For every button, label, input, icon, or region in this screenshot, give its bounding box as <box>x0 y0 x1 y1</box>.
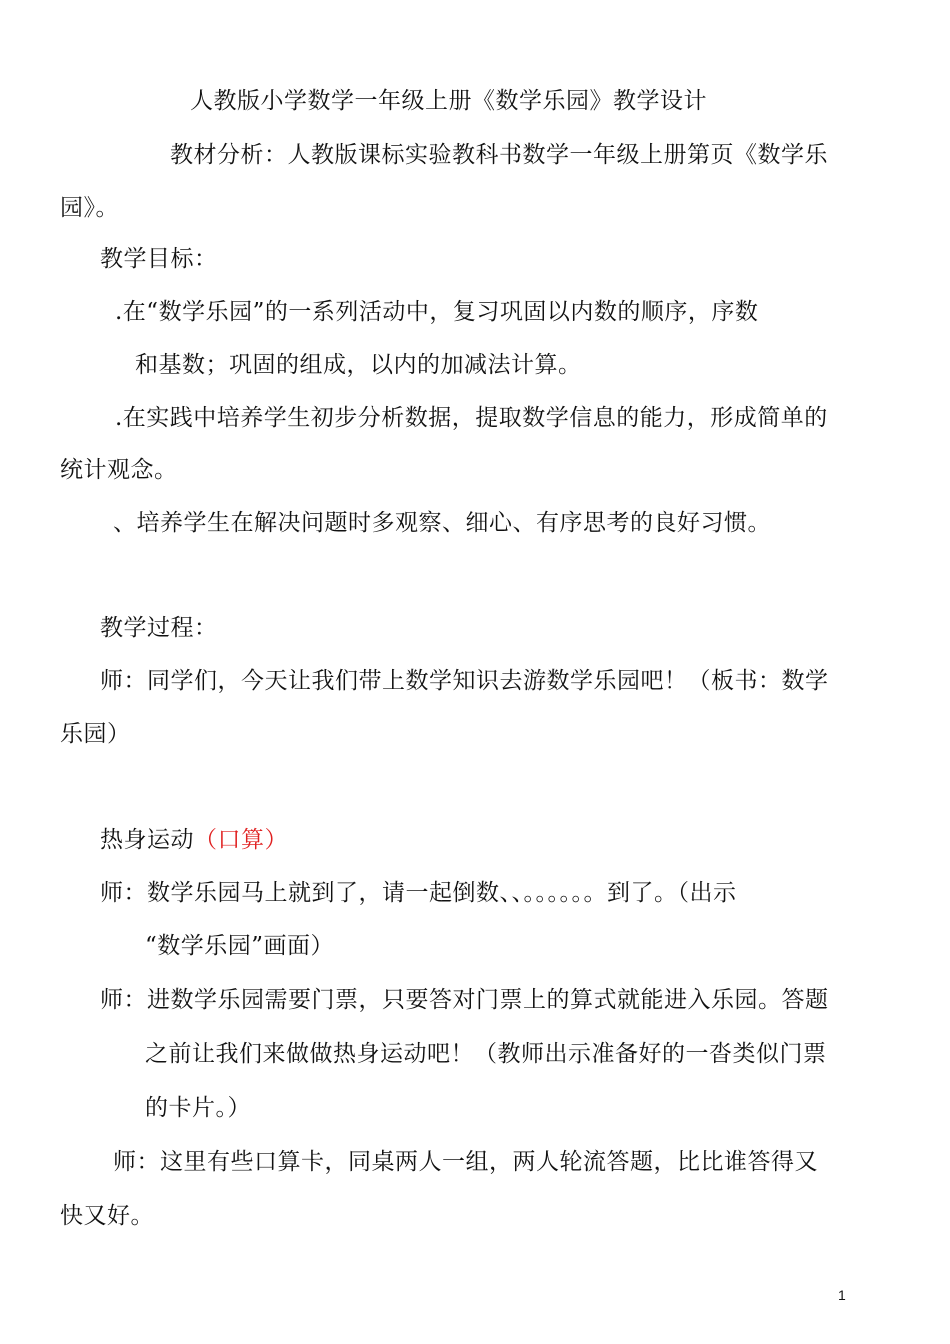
teacher-line-3b: 之前让我们来做做热身运动吧！（教师出示准备好的一沓类似门票 <box>145 1041 827 1067</box>
document-title: 人教版小学数学一年级上册《数学乐园》教学设计 <box>190 88 707 114</box>
teacher-line-1a: 师：同学们，今天让我们带上数学知识去游数学乐园吧！（板书：数学 <box>100 668 829 694</box>
goals-heading: 教学目标： <box>100 246 218 272</box>
teacher-line-2a: 师：数学乐园马上就到了，请一起倒数、、。。。。。。到了。（出示 <box>100 880 737 906</box>
teacher-line-3a: 师：进数学乐园需要门票，只要答对门票上的算式就能进入乐园。答题 <box>100 987 829 1013</box>
page-number: 1 <box>838 1287 846 1303</box>
teacher-line-2b: “数学乐园”画面） <box>145 933 335 959</box>
teacher-line-1b: 乐园） <box>60 721 131 747</box>
teacher-line-4b: 快又好。 <box>60 1203 154 1229</box>
analysis-line-2: 园》。 <box>60 195 119 221</box>
goal-2-line-1: .在实践中培养学生初步分析数据，提取数学信息的能力，形成简单的 <box>115 405 828 431</box>
teacher-line-3c: 的卡片。） <box>145 1095 251 1121</box>
warmup-title: 热身运动 <box>100 827 194 853</box>
process-heading: 教学过程： <box>100 615 218 641</box>
goal-3: 、培养学生在解决问题时多观察、细心、有序思考的良好习惯。 <box>113 510 771 536</box>
warmup-heading <box>100 825 288 855</box>
warmup-note: （口算） <box>194 827 288 853</box>
goal-1-line-2: 和基数；巩固的组成，以内的加减法计算。 <box>135 352 582 378</box>
analysis-line-1: 教材分析：人教版课标实验教科书数学一年级上册第页《数学乐 <box>170 142 828 168</box>
teacher-line-4a: 师：这里有些口算卡，同桌两人一组，两人轮流答题，比比谁答得又 <box>113 1149 818 1175</box>
goal-2-line-2: 统计观念。 <box>60 457 178 483</box>
goal-1-line-1: .在“数学乐园”的一系列活动中，复习巩固以内数的顺序，序数 <box>115 299 759 325</box>
